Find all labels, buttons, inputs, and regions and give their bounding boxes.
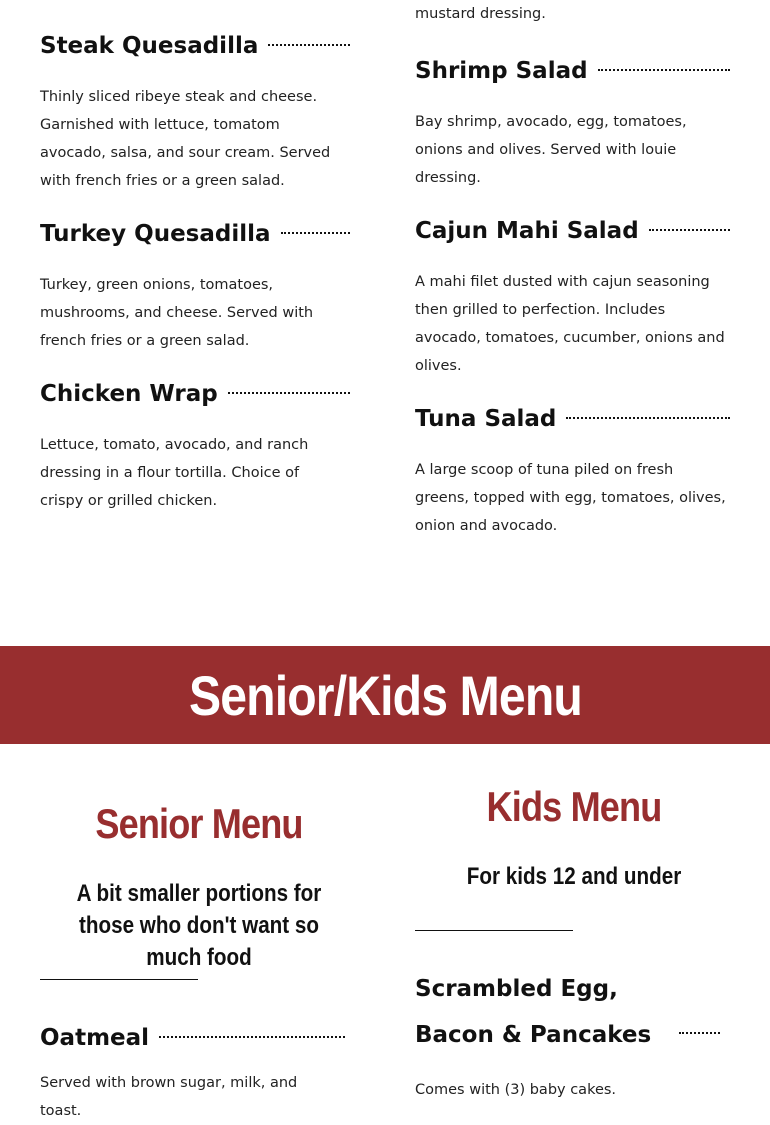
menu-item-description: A large scoop of tuna piled on fresh greens, topped with egg, tomatoes, olives, onion and avocado.: [415, 462, 726, 534]
dotted-leader: [281, 232, 350, 234]
dotted-leader: [268, 44, 350, 46]
kids-menu-title: Kids Menu: [486, 783, 662, 830]
menu-item-description: Turkey, green onions, tomatoes, mushrooms, and cheese. Served with french fries or a green salad.: [40, 277, 314, 349]
menu-item-description: Comes with (3) baby cakes.: [415, 1082, 617, 1098]
menu-item-description: Served with brown sugar, milk, and toast.: [40, 1075, 298, 1119]
menu-item-description: Thinly sliced ribeye steak and cheese. Garnished with lettuce, tomatom avocado, salsa, and sour cream. Served with french fries or a green salad.: [40, 89, 331, 189]
dotted-leader: [649, 229, 730, 231]
menu-item-description: Lettuce, tomato, avocado, and ranch dressing in a flour tortilla. Choice of crispy or grilled chicken.: [40, 437, 309, 509]
menu-item-name: Turkey Quesadilla: [40, 221, 271, 247]
dotted-leader: [228, 392, 350, 394]
kids-menu-note: For kids 12 and under: [466, 863, 682, 890]
menu-item: [40, 379, 350, 515]
menu-item: [40, 219, 350, 355]
previous-item-description-tail: mustard dressing.: [415, 6, 546, 22]
menu-item-description: Bay shrimp, avocado, egg, tomatoes, onions and olives. Served with louie dressing.: [415, 114, 687, 186]
menu-item-name: Oatmeal: [40, 1025, 150, 1051]
dotted-leader: [598, 69, 730, 71]
menu-item-name: Steak Quesadilla: [40, 33, 259, 59]
menu-item-header: [415, 216, 730, 246]
menu-item: [40, 31, 350, 195]
senior-divider: [40, 979, 198, 980]
section-banner: [0, 646, 770, 744]
menu-item-header: [415, 404, 730, 434]
menu-item: [415, 404, 730, 540]
menu-item-header: [40, 1023, 345, 1053]
senior-menu-note: A bit smaller portions for those who don't want so much food: [76, 880, 322, 971]
menu-item-header: [40, 379, 350, 409]
menu-item-name: Chicken Wrap: [40, 381, 218, 407]
dotted-leader: [159, 1036, 345, 1038]
menu-item-header: [415, 56, 730, 86]
menu-item: [40, 1023, 345, 1125]
menu-item-name: Tuna Salad: [415, 406, 557, 432]
menu-item-name: Shrimp Salad: [415, 58, 588, 84]
menu-item-name: Cajun Mahi Salad: [415, 218, 639, 244]
menu-item: [415, 216, 730, 380]
dotted-leader: [566, 417, 730, 419]
menu-item-header: [40, 219, 350, 249]
section-banner-title: Senior/Kids Menu: [188, 663, 582, 727]
menu-item-header: [40, 31, 350, 61]
menu-item: [415, 966, 720, 1104]
menu-item-name: Scrambled Egg, Bacon & Pancakes: [415, 976, 652, 1048]
menu-item-header: [415, 966, 720, 1058]
dotted-leader: [679, 1032, 720, 1034]
kids-divider: [415, 930, 573, 931]
menu-item: [415, 56, 730, 192]
menu-item-description: A mahi filet dusted with cajun seasoning then grilled to perfection. Includes avocado, tomatoes, cucumber, onions and olives.: [415, 274, 725, 374]
senior-menu-title: Senior Menu: [95, 800, 303, 847]
